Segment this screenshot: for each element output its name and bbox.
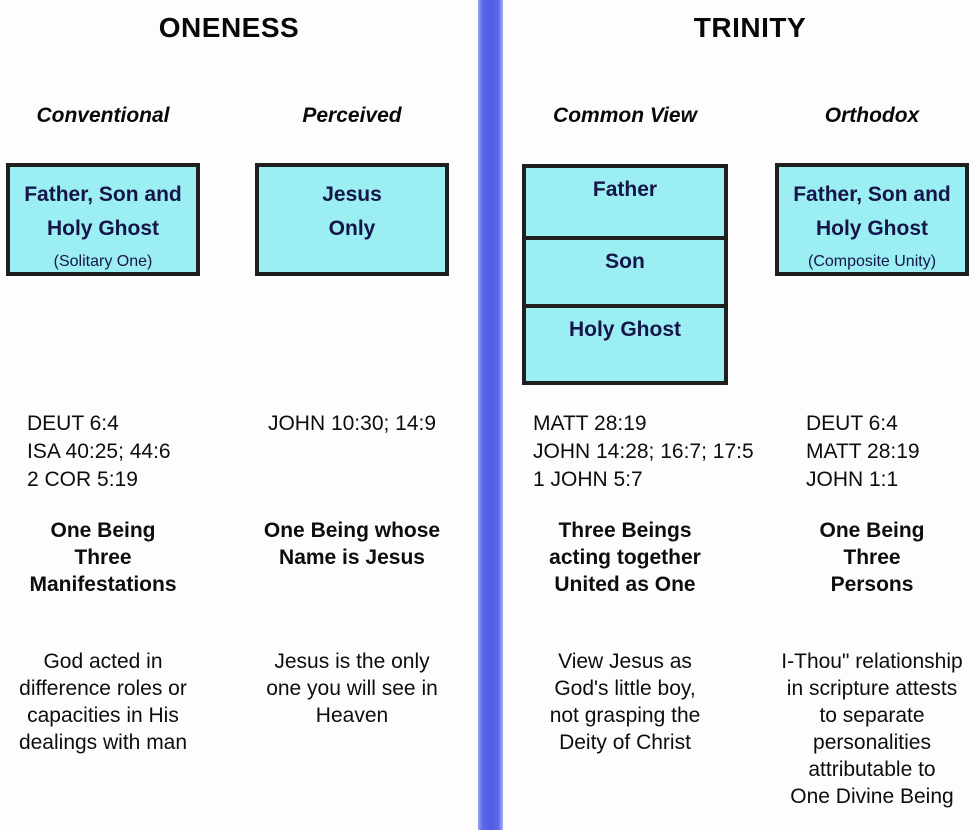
description-line: attributable to [808, 758, 936, 781]
description-common-view [525, 648, 725, 756]
vertical-divider-bar [478, 0, 503, 830]
belief-box-line: Holy Ghost [815, 217, 928, 240]
scripture-refs-common-view [525, 410, 754, 494]
scripture-ref: 1 JOHN 5:7 [533, 468, 643, 491]
description-line: I-Thou" relationship [781, 650, 963, 673]
scripture-ref: MATT 28:19 [806, 440, 920, 463]
summary-line: Manifestations [29, 573, 177, 596]
summary-line: One Being [819, 519, 925, 542]
column-heading-common-view: Common View [553, 104, 697, 127]
column-heading-orthodox: Orthodox [824, 104, 920, 127]
belief-box-conventional [6, 163, 200, 276]
scripture-ref: DEUT 6:4 [806, 412, 898, 435]
description-line: dealings with man [18, 731, 188, 754]
summary-line: Three Beings [558, 519, 692, 542]
belief-box-cell-son: Son [526, 236, 724, 304]
scripture-refs-perceived [252, 410, 452, 438]
panel-title-oneness: ONENESS [158, 12, 300, 43]
belief-box-common-view [522, 164, 728, 385]
summary-line: Persons [830, 573, 914, 596]
description-line: Jesus is the only [274, 650, 430, 673]
description-line: difference roles or [19, 677, 187, 700]
description-line: Heaven [315, 704, 389, 727]
belief-box-subtitle: (Solitary One) [53, 253, 153, 270]
description-line: God's little boy, [554, 677, 696, 700]
summary-orthodox [772, 517, 972, 598]
description-conventional [3, 648, 203, 756]
summary-line: One Being [50, 519, 156, 542]
description-line: One Divine Being [790, 785, 954, 808]
summary-line: acting together [549, 546, 701, 569]
column-perceived [252, 0, 452, 830]
scripture-refs-orthodox [772, 410, 972, 494]
belief-box-cell-holy-ghost: Holy Ghost [526, 304, 724, 372]
scripture-ref: JOHN 10:30; 14:9 [267, 412, 437, 435]
scripture-refs-conventional [3, 410, 203, 494]
summary-line: One Being whose [263, 519, 441, 542]
column-orthodox [772, 0, 972, 830]
description-line: one you will see in [266, 677, 438, 700]
summary-perceived [252, 517, 452, 571]
summary-conventional [3, 517, 203, 598]
belief-box-perceived [255, 163, 449, 276]
description-line: Deity of Christ [559, 731, 691, 754]
description-line: capacities in His [27, 704, 179, 727]
scripture-ref: ISA 40:25; 44:6 [27, 440, 171, 463]
column-heading-perceived: Perceived [302, 104, 402, 127]
description-line: God acted in [43, 650, 163, 673]
description-line: View Jesus as [558, 650, 692, 673]
belief-box-line: Holy Ghost [46, 217, 159, 240]
column-conventional [3, 0, 203, 830]
summary-common-view [525, 517, 725, 598]
description-line: personalities [813, 731, 931, 754]
panel-title-trinity: TRINITY [693, 12, 807, 43]
belief-box-line: Jesus [322, 183, 382, 206]
column-heading-conventional: Conventional [36, 104, 170, 127]
description-line: in scripture attests [786, 677, 958, 700]
belief-box-line: Only [328, 217, 376, 240]
scripture-ref: 2 COR 5:19 [27, 468, 138, 491]
belief-box-cell-father: Father [592, 178, 658, 201]
belief-box-subtitle: (Composite Unity) [807, 253, 937, 270]
belief-box-line: Father, Son and [24, 183, 182, 206]
summary-line: Three [74, 546, 132, 569]
description-perceived [252, 648, 452, 729]
scripture-ref: JOHN 1:1 [806, 468, 899, 491]
summary-line: United as One [554, 573, 696, 596]
description-line: not grasping the [549, 704, 701, 727]
summary-line: Three [843, 546, 901, 569]
belief-box-orthodox [775, 163, 969, 276]
summary-line: Name is Jesus [279, 546, 425, 569]
description-line: to separate [819, 704, 925, 727]
description-orthodox [772, 648, 972, 810]
belief-box-line: Father, Son and [793, 183, 951, 206]
scripture-ref: JOHN 14:28; 16:7; 17:5 [533, 440, 754, 463]
scripture-ref: MATT 28:19 [533, 412, 647, 435]
scripture-ref: DEUT 6:4 [27, 412, 119, 435]
